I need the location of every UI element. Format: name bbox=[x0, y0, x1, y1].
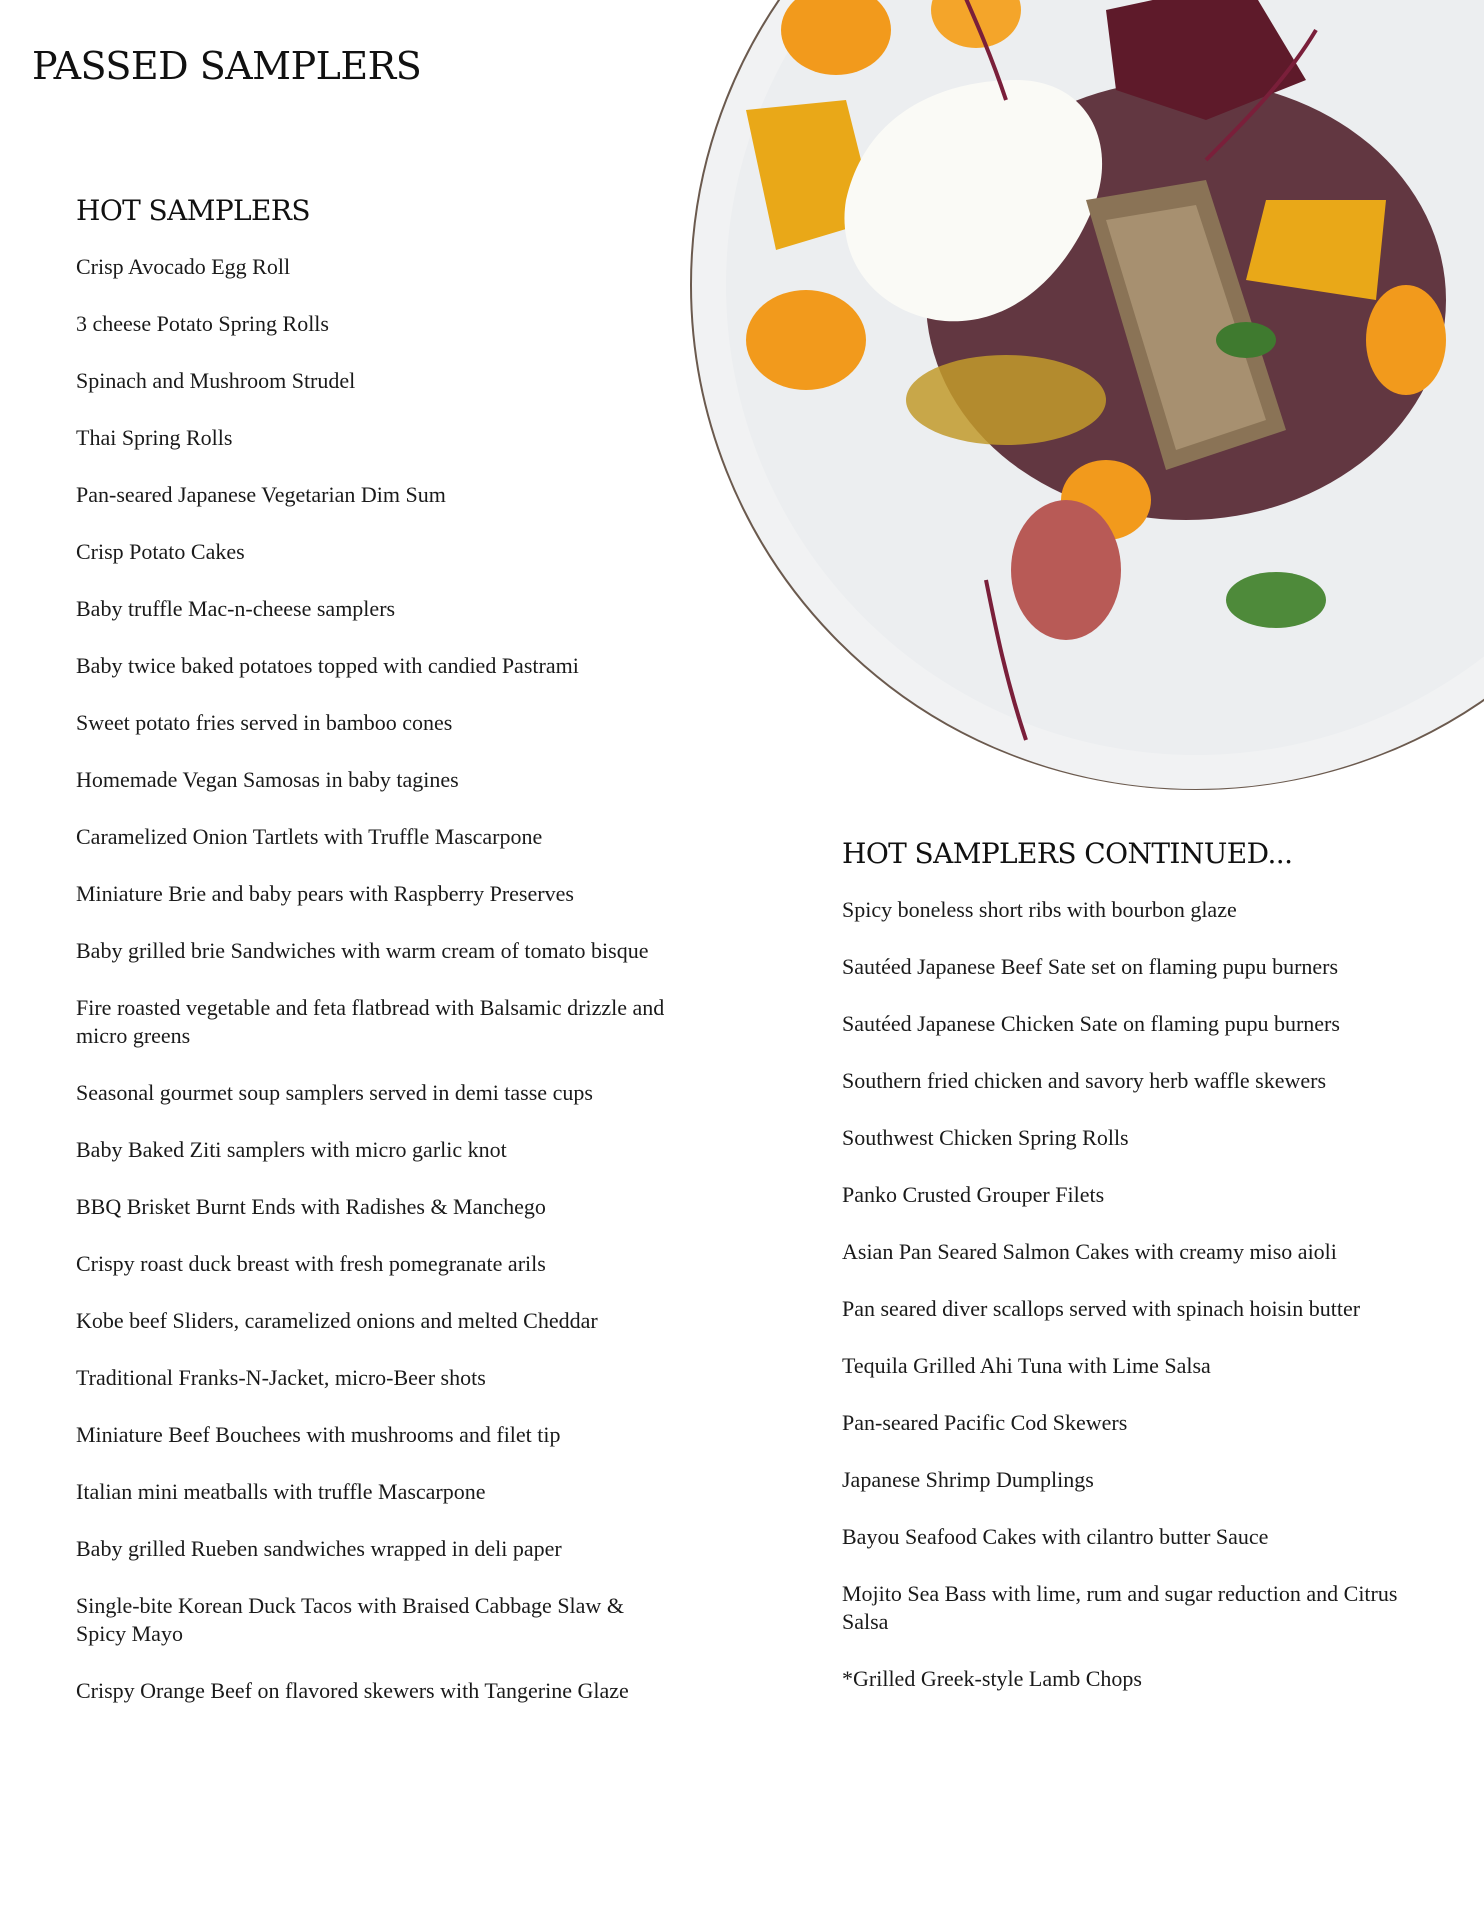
menu-item: Japanese Shrimp Dumplings bbox=[842, 1467, 1094, 1492]
basil-leaf-1 bbox=[1226, 572, 1326, 628]
menu-item: Miniature Beef Bouchees with mushrooms and filet tip bbox=[76, 1422, 561, 1447]
menu-item: Panko Crusted Grouper Filets bbox=[842, 1182, 1105, 1207]
menu-item: Tequila Grilled Ahi Tuna with Lime Salsa bbox=[842, 1353, 1211, 1378]
hot-samplers-continued-list bbox=[842, 896, 1422, 1693]
menu-item: Crisp Avocado Egg Roll bbox=[76, 254, 291, 279]
food-plate-photo bbox=[686, 0, 1484, 790]
citrus-segment-2 bbox=[746, 290, 866, 390]
citrus-segment-4 bbox=[1366, 285, 1446, 395]
menu-item: Spinach and Mushroom Strudel bbox=[76, 368, 356, 393]
menu-item: Kobe beef Sliders, caramelized onions and melted Cheddar bbox=[76, 1308, 598, 1333]
menu-item: Thai Spring Rolls bbox=[76, 425, 233, 450]
menu-item: Crisp Potato Cakes bbox=[76, 539, 245, 564]
menu-item: Baby grilled Rueben sandwiches wrapped in deli paper bbox=[76, 1536, 562, 1561]
basil-leaf-2 bbox=[1216, 322, 1276, 358]
hot-samplers-continued-heading: HOT SAMPLERS CONTINUED... bbox=[842, 837, 1293, 870]
menu-item: Pan-seared Japanese Vegetarian Dim Sum bbox=[76, 482, 446, 507]
menu-item: Spicy boneless short ribs with bourbon glaze bbox=[842, 897, 1237, 922]
menu-item: Baby Baked Ziti samplers with micro garlic knot bbox=[76, 1137, 507, 1162]
menu-item: Caramelized Onion Tartlets with Truffle Mascarpone bbox=[76, 824, 543, 849]
menu-item: Pan seared diver scallops served with spinach hoisin butter bbox=[842, 1296, 1361, 1321]
menu-item: BBQ Brisket Burnt Ends with Radishes & Manchego bbox=[76, 1194, 546, 1219]
pink-beet bbox=[1011, 500, 1121, 640]
menu-item: *Grilled Greek-style Lamb Chops bbox=[842, 1666, 1142, 1691]
hot-samplers-list bbox=[76, 253, 676, 1705]
hot-samplers-heading: HOT SAMPLERS bbox=[76, 194, 310, 227]
menu-item: 3 cheese Potato Spring Rolls bbox=[76, 311, 329, 336]
menu-item: Sweet potato fries served in bamboo cones bbox=[76, 710, 453, 735]
menu-item: Sautéed Japanese Chicken Sate on flaming pupu burners bbox=[842, 1011, 1340, 1036]
menu-item: Fire roasted vegetable and feta flatbread with Balsamic drizzle and micro greens bbox=[76, 995, 665, 1048]
menu-item: Crispy Orange Beef on flavored skewers with Tangerine Glaze bbox=[76, 1678, 629, 1703]
menu-item: Baby truffle Mac-n-cheese samplers bbox=[76, 596, 396, 621]
menu-item: Mojito Sea Bass with lime, rum and sugar reduction and Citrus Salsa bbox=[842, 1581, 1398, 1634]
menu-item: Baby twice baked potatoes topped with candied Pastrami bbox=[76, 653, 579, 678]
hot-samplers-section bbox=[76, 194, 676, 1734]
menu-item: Traditional Franks-N-Jacket, micro-Beer shots bbox=[76, 1365, 486, 1390]
hot-samplers-continued-section bbox=[842, 837, 1422, 1722]
menu-item: Sautéed Japanese Beef Sate set on flaming pupu burners bbox=[842, 954, 1339, 979]
menu-item: Miniature Brie and baby pears with Raspberry Preserves bbox=[76, 881, 574, 906]
menu-item: Southern fried chicken and savory herb waffle skewers bbox=[842, 1068, 1327, 1093]
menu-item: Single-bite Korean Duck Tacos with Braised Cabbage Slaw & Spicy Mayo bbox=[76, 1593, 624, 1646]
plate-illustration bbox=[686, 0, 1484, 790]
menu-item: Seasonal gourmet soup samplers served in demi tasse cups bbox=[76, 1080, 593, 1105]
menu-item: Italian mini meatballs with truffle Mascarpone bbox=[76, 1479, 486, 1504]
page-title: PASSED SAMPLERS bbox=[32, 44, 422, 88]
menu-item: Crispy roast duck breast with fresh pomegranate arils bbox=[76, 1251, 546, 1276]
pistachio-crumble bbox=[906, 355, 1106, 445]
menu-item: Asian Pan Seared Salmon Cakes with creamy miso aioli bbox=[842, 1239, 1337, 1264]
menu-item: Homemade Vegan Samosas in baby tagines bbox=[76, 767, 459, 792]
menu-item: Baby grilled brie Sandwiches with warm cream of tomato bisque bbox=[76, 938, 649, 963]
menu-item: Bayou Seafood Cakes with cilantro butter Sauce bbox=[842, 1524, 1269, 1549]
menu-item: Southwest Chicken Spring Rolls bbox=[842, 1125, 1129, 1150]
menu-item: Pan-seared Pacific Cod Skewers bbox=[842, 1410, 1128, 1435]
